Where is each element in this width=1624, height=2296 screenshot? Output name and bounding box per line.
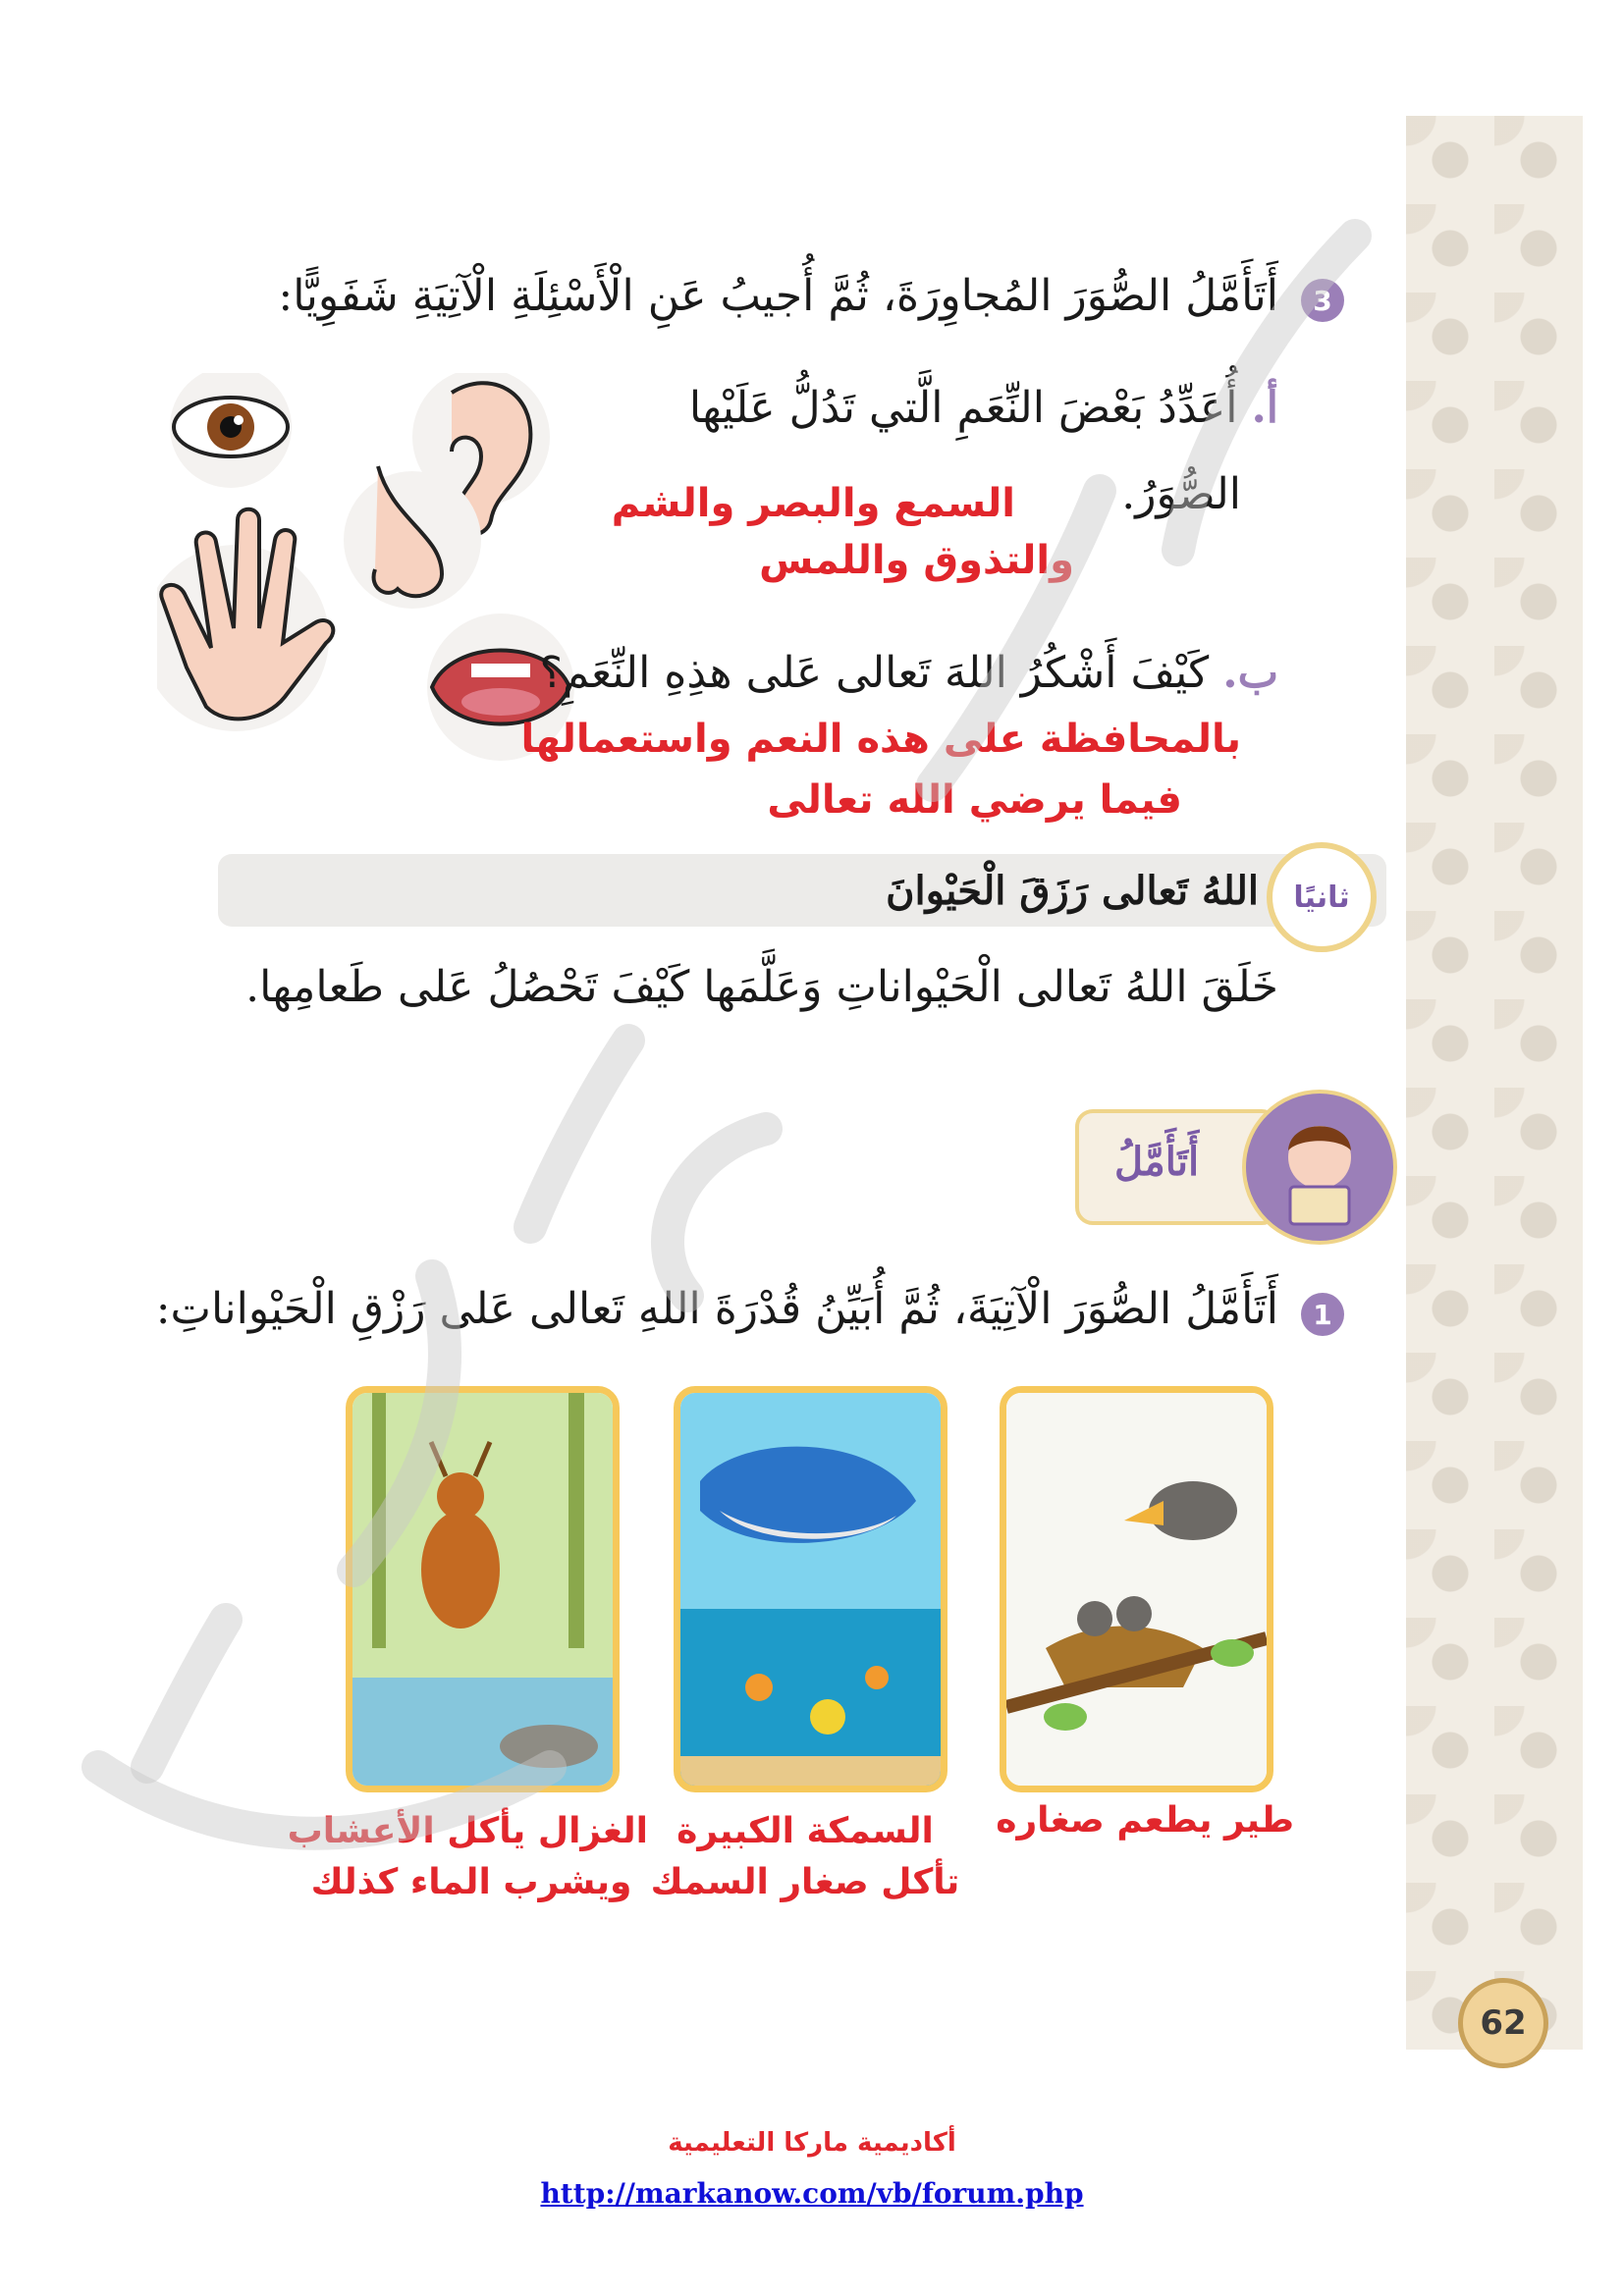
caption-line: السمكة الكبيرة: [677, 1811, 934, 1851]
part-a-letter: أ.: [1251, 383, 1278, 433]
question-3-prompt: أَتَأَمَّلُ الصُّوَرَ المُجاوِرَةَ، ثُمَّ أُجيبُ عَنِ الْأَسْئِلَةِ الْآتِيَةِ شَفَوِيًّا:: [278, 271, 1278, 321]
section-title: اللهُ تَعالى رَزَقَ الْحَيْوانَ: [886, 868, 1259, 914]
eye-icon: [170, 373, 292, 488]
page-number: [1458, 1978, 1548, 2068]
caption-line: طير يطعم صغاره: [996, 1800, 1294, 1841]
reading-child-icon: [1242, 1090, 1397, 1245]
section-body: خَلَقَ اللهُ تَعالى الْحَيْواناتِ وَعَلَّمَها كَيْفَ تَحْصُلُ عَلى طَعامِها.: [245, 962, 1278, 1012]
answer-b-line2: فيما يرضي الله تعالى: [767, 777, 1182, 823]
answer-a-line2: والتذوق واللمس: [759, 538, 1074, 583]
card-deer: [346, 1386, 620, 1792]
question-number-badge: 1: [1301, 1293, 1344, 1336]
decorative-border: [1406, 116, 1583, 2050]
part-b-letter: ب.: [1222, 648, 1278, 698]
card-bird: [1000, 1386, 1273, 1792]
caption-line: تأكل صغار السمك: [650, 1862, 960, 1902]
section-badge: ثانيًا: [1267, 842, 1377, 952]
hand-icon: [157, 509, 333, 731]
answer-a-line1: السمع والبصر والشم: [611, 481, 1015, 526]
card-whale: [674, 1386, 947, 1792]
card-bird-caption: [996, 1800, 1294, 1841]
question-number-badge: 3: [1301, 279, 1344, 322]
question-1-prompt: أَتَأَمَّلُ الصُّوَرَ الْآتِيَةَ، ثُمَّ أُبَيِّنُ قُدْرَةَ اللهِ تَعالى عَلى رَزْقِ الْحَيْواناتِ:: [155, 1284, 1278, 1334]
footer-academy-name: أكاديمية ماركا التعليمية: [668, 2128, 956, 2158]
part-a-line1: [689, 383, 1278, 433]
part-a-text: أُعَدِّدُ بَعْضَ النِّعَمِ الَّتي تَدُلُّ عَلَيْها: [688, 383, 1238, 433]
caption-line: الغزال يأكل الأعشاب: [287, 1811, 648, 1851]
part-b-line: [540, 648, 1278, 698]
caption-line: ويشرب الماء كذلك: [310, 1862, 632, 1902]
part-a-line2: الصُّوَرُ.: [1121, 469, 1241, 519]
card-whale-caption: [648, 1806, 962, 1908]
bird-feeding-image: [1006, 1393, 1267, 1786]
footer-url-link[interactable]: http://markanow.com/vb/forum.php: [540, 2177, 1084, 2210]
card-deer-caption: [287, 1806, 648, 1908]
whale-fish-image: [680, 1393, 941, 1786]
reflect-label: أَتَأَمَّلُ: [1114, 1139, 1200, 1185]
answer-b-line1: بالمحافظة على هذه النعم واستعمالها: [520, 717, 1241, 762]
page-number-text: 62: [1480, 2003, 1527, 2043]
part-b-text: كَيْفَ أَشْكُرُ اللهَ تَعالى عَلى هذِهِ النِّعَمِ؟: [539, 648, 1210, 698]
deer-forest-image: [352, 1393, 613, 1786]
